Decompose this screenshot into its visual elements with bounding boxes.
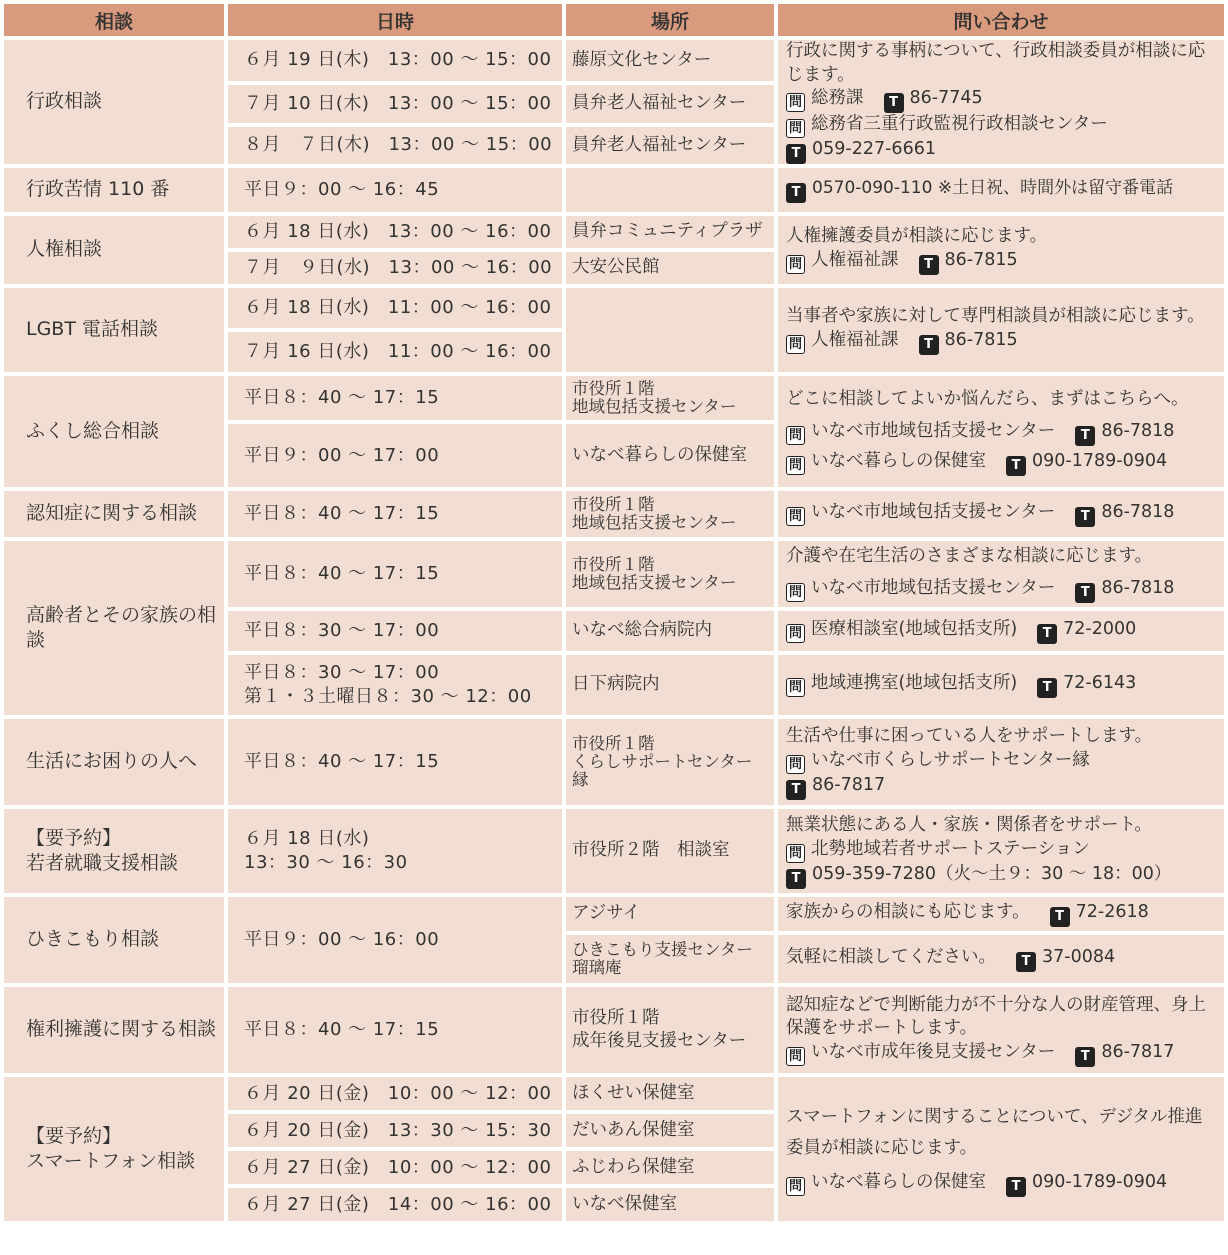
table-row: [4, 40, 1224, 81]
category-cell: ふくし総合相談: [4, 376, 224, 487]
inquiry-icon: 問: [786, 255, 805, 274]
phone-icon: T: [786, 183, 806, 203]
category-cell: ひきこもり相談: [4, 897, 224, 983]
inquiry-icon: 問: [786, 583, 805, 602]
phone-icon: T: [884, 93, 904, 113]
inquiry-icon: 問: [786, 1177, 805, 1196]
contact-tel: 72-6143: [1063, 673, 1137, 694]
contact-name: いなべ市地域包括支援センター: [811, 420, 1056, 441]
contact-tel: 059-359-7280（火〜土９：30 〜 18：00）: [812, 863, 1172, 884]
phone-icon: T: [786, 144, 806, 164]
inquiry-icon: 問: [786, 456, 805, 475]
contact-name: いなべ市地域包括支援センター: [811, 578, 1056, 599]
contact-tel: 86-7817: [1101, 1041, 1175, 1062]
contact-cell: [778, 216, 1224, 284]
contact-name: 地域連携室(地域包括支所): [811, 673, 1018, 694]
datetime-cell: 平日８：40 〜 17：15: [228, 987, 562, 1073]
place-cell: [566, 288, 774, 372]
contact-name: いなべ市成年後見支援センター: [811, 1041, 1056, 1062]
phone-icon: T: [919, 335, 939, 355]
datetime-cell: 平日８：40 〜 17：15: [228, 719, 562, 805]
phone-icon: T: [786, 780, 806, 800]
contact-name: いなべ暮らしの保健室: [811, 1171, 986, 1192]
contact-text: 家族からの相談にも応じます。: [786, 902, 1030, 923]
phone-icon: T: [1075, 507, 1095, 527]
table-row: [4, 376, 1224, 420]
datetime-cell: ６月 19 日(木) 13：00 〜 15：00: [228, 40, 562, 81]
datetime-cell: ６月 27 日(金) 10：00 〜 12：00: [228, 1151, 562, 1184]
contact-cell: [778, 719, 1224, 805]
contact-tel: 86-7817: [812, 774, 886, 795]
contact-cell: [778, 168, 1224, 212]
inquiry-icon: 問: [786, 93, 805, 112]
contact-name: 人権福祉課: [811, 250, 899, 271]
category-cell: 高齢者とその家族の相談: [4, 541, 224, 715]
datetime-cell: ６月 18 日(水) 13：00 〜 16：00: [228, 216, 562, 248]
place-cell: ふじわら保健室: [566, 1151, 774, 1184]
contact-name: いなべ暮らしの保健室: [811, 450, 986, 471]
contact-name: 医療相談室(地域包括支所): [811, 619, 1018, 640]
contact-tel: 059-227-6661: [812, 139, 936, 160]
datetime-cell: ６月 20 日(金) 13：30 〜 15：30: [228, 1114, 562, 1147]
contact-name: 総務課: [811, 88, 864, 109]
contact-text: 認知症などで判断能力が不十分な人の財産管理、身上保護をサポートします。: [786, 994, 1206, 1039]
contact-cell: [778, 288, 1224, 372]
contact-text: 人権擁護委員が相談に応じます。: [786, 226, 1048, 247]
contact-tel: 86-7818: [1101, 502, 1175, 523]
category-cell: 【要予約】 スマートフォン相談: [4, 1077, 224, 1221]
category-cell: 行政相談: [4, 40, 224, 164]
contact-tel: 72-2618: [1075, 902, 1149, 923]
contact-cell: [778, 897, 1224, 931]
phone-icon: T: [1075, 1047, 1095, 1067]
inquiry-icon: 問: [786, 507, 805, 526]
contact-text: 行政に関する事柄について、行政相談委員が相談に応じます。: [786, 41, 1206, 85]
datetime-cell: ８月 ７日(木) 13：00 〜 15：00: [228, 127, 562, 165]
contact-text: スマートフォンに関することについて、デジタル推進委員が相談に応じます。: [786, 1106, 1203, 1159]
table-row: [4, 216, 1224, 248]
datetime-cell: 平日８：40 〜 17：15: [228, 541, 562, 607]
place-cell: だいあん保健室: [566, 1114, 774, 1147]
datetime-cell: ６月 20 日(金) 10：00 〜 12：00: [228, 1077, 562, 1110]
table-row: [4, 809, 1224, 893]
category-cell: 認知症に関する相談: [4, 491, 224, 537]
place-cell: 大安公民館: [566, 252, 774, 284]
contact-tel: 0570-090-110: [812, 178, 933, 199]
phone-icon: T: [1006, 456, 1026, 476]
category-cell: 行政苦情 110 番: [4, 168, 224, 212]
inquiry-icon: 問: [786, 624, 805, 643]
datetime-cell: 平日９：00 〜 16：00: [228, 897, 562, 983]
inquiry-icon: 問: [786, 119, 805, 138]
contact-cell: [778, 809, 1224, 893]
datetime-cell: ６月 18 日(水) 13：30 〜 16：30: [228, 809, 562, 893]
category-cell: 【要予約】 若者就職支援相談: [4, 809, 224, 893]
datetime-cell: 平日８：30 〜 17：00: [228, 611, 562, 651]
contact-cell: [778, 40, 1224, 164]
inquiry-icon: 問: [786, 755, 805, 774]
phone-icon: T: [1050, 907, 1070, 927]
place-cell: 市役所１階 地域包括支援センター: [566, 541, 774, 607]
contact-tel: 090-1789-0904: [1032, 1171, 1168, 1192]
contact-cell: [778, 655, 1224, 715]
phone-icon: T: [1016, 952, 1036, 972]
contact-cell: [778, 491, 1224, 537]
place-cell: [566, 168, 774, 212]
inquiry-icon: 問: [786, 844, 805, 863]
contact-text: 無業状態にある人・家族・関係者をサポート。: [786, 814, 1152, 835]
phone-icon: T: [1037, 678, 1057, 698]
table-row: [4, 987, 1224, 1073]
contact-name: 総務省三重行政監視行政相談センター: [811, 114, 1108, 135]
datetime-cell: ６月 27 日(金) 14：00 〜 16：00: [228, 1188, 562, 1221]
place-cell: 員弁コミュニティプラザ: [566, 216, 774, 248]
place-cell: 市役所１階 地域包括支援センター: [566, 376, 774, 420]
contact-tel: 86-7815: [944, 250, 1018, 271]
contact-text: 気軽に相談してください。: [786, 947, 996, 968]
table-row: [4, 1077, 1224, 1110]
contact-cell: [778, 987, 1224, 1073]
contact-tel: 86-7818: [1101, 420, 1175, 441]
place-cell: ほくせい保健室: [566, 1077, 774, 1110]
contact-cell: [778, 611, 1224, 651]
contact-name: いなべ市くらしサポートセンター縁: [811, 749, 1090, 770]
datetime-cell: ６月 18 日(水) 11：00 〜 16：00: [228, 288, 562, 328]
contact-tel: 72-2000: [1063, 619, 1137, 640]
category-cell: LGBT 電話相談: [4, 288, 224, 372]
table-row: [4, 541, 1224, 607]
place-cell: 市役所１階 地域包括支援センター: [566, 491, 774, 537]
contact-cell: [778, 935, 1224, 983]
place-cell: 藤原文化センター: [566, 40, 774, 81]
header-place: 場所: [566, 4, 774, 36]
contact-tel: 86-7745: [909, 88, 983, 109]
place-cell: アジサイ: [566, 897, 774, 931]
datetime-cell: 平日８：40 〜 17：15: [228, 491, 562, 537]
datetime-cell: ７月 10 日(木) 13：00 〜 15：00: [228, 85, 562, 123]
header-contact: 問い合わせ: [778, 4, 1224, 36]
contact-cell: [778, 1077, 1224, 1221]
contact-text: どこに相談してよいか悩んだら、まずはこちらへ。: [786, 388, 1189, 409]
table-row: [4, 897, 1224, 931]
header-datetime: 日時: [228, 4, 562, 36]
table-row: [4, 491, 1224, 537]
place-cell: 市役所１階 くらしサポートセンター縁: [566, 719, 774, 805]
place-cell: 市役所１階 成年後見支援センター: [566, 987, 774, 1073]
header-category: 相談: [4, 4, 224, 36]
datetime-cell: ７月 16 日(水) 11：00 〜 16：00: [228, 332, 562, 372]
inquiry-icon: 問: [786, 335, 805, 354]
header-row: [4, 4, 1224, 36]
contact-tel: 86-7818: [1101, 578, 1175, 599]
place-cell: ひきこもり支援センター瑠璃庵: [566, 935, 774, 983]
place-cell: 日下病院内: [566, 655, 774, 715]
contact-note: ※土日祝、時間外は留守番電話: [937, 178, 1174, 199]
table-row: [4, 719, 1224, 805]
contact-text: 生活や仕事に困っている人をサポートします。: [786, 725, 1153, 746]
contact-name: 北勢地域若者サポートステーション: [811, 838, 1090, 859]
contact-name: 人権福祉課: [811, 330, 899, 351]
table-row: [4, 168, 1224, 212]
contact-cell: [778, 541, 1224, 607]
datetime-cell: ７月 ９日(水) 13：00 〜 16：00: [228, 252, 562, 284]
category-cell: 人権相談: [4, 216, 224, 284]
datetime-cell: 平日９：00 〜 17：00: [228, 424, 562, 487]
contact-cell: [778, 376, 1224, 487]
place-cell: いなべ保健室: [566, 1188, 774, 1221]
contact-tel: 86-7815: [944, 330, 1018, 351]
category-cell: 権利擁護に関する相談: [4, 987, 224, 1073]
place-cell: 市役所２階 相談室: [566, 809, 774, 893]
inquiry-icon: 問: [786, 1047, 805, 1066]
phone-icon: T: [1075, 583, 1095, 603]
phone-icon: T: [786, 869, 806, 889]
inquiry-icon: 問: [786, 678, 805, 697]
contact-text: 介護や在宅生活のさまざまな相談に応じます。: [786, 546, 1153, 567]
table-row: [4, 288, 1224, 328]
phone-icon: T: [1037, 624, 1057, 644]
place-cell: 員弁老人福祉センター: [566, 85, 774, 123]
place-cell: いなべ総合病院内: [566, 611, 774, 651]
phone-icon: T: [919, 255, 939, 275]
datetime-cell: 平日８：30 〜 17：00 第１・３土曜日８：30 〜 12：00: [228, 655, 562, 715]
contact-tel: 37-0084: [1042, 947, 1116, 968]
contact-text: 当事者や家族に対して専門相談員が相談に応じます。: [786, 306, 1205, 327]
phone-icon: T: [1006, 1177, 1026, 1197]
place-cell: いなべ暮らしの保健室: [566, 424, 774, 487]
contact-name: いなべ市地域包括支援センター: [811, 502, 1056, 523]
category-cell: 生活にお困りの人へ: [4, 719, 224, 805]
place-cell: 員弁老人福祉センター: [566, 127, 774, 165]
datetime-cell: 平日９：00 〜 16：45: [228, 168, 562, 212]
contact-tel: 090-1789-0904: [1032, 450, 1168, 471]
inquiry-icon: 問: [786, 426, 805, 445]
datetime-cell: 平日８：40 〜 17：15: [228, 376, 562, 420]
phone-icon: T: [1075, 426, 1095, 446]
